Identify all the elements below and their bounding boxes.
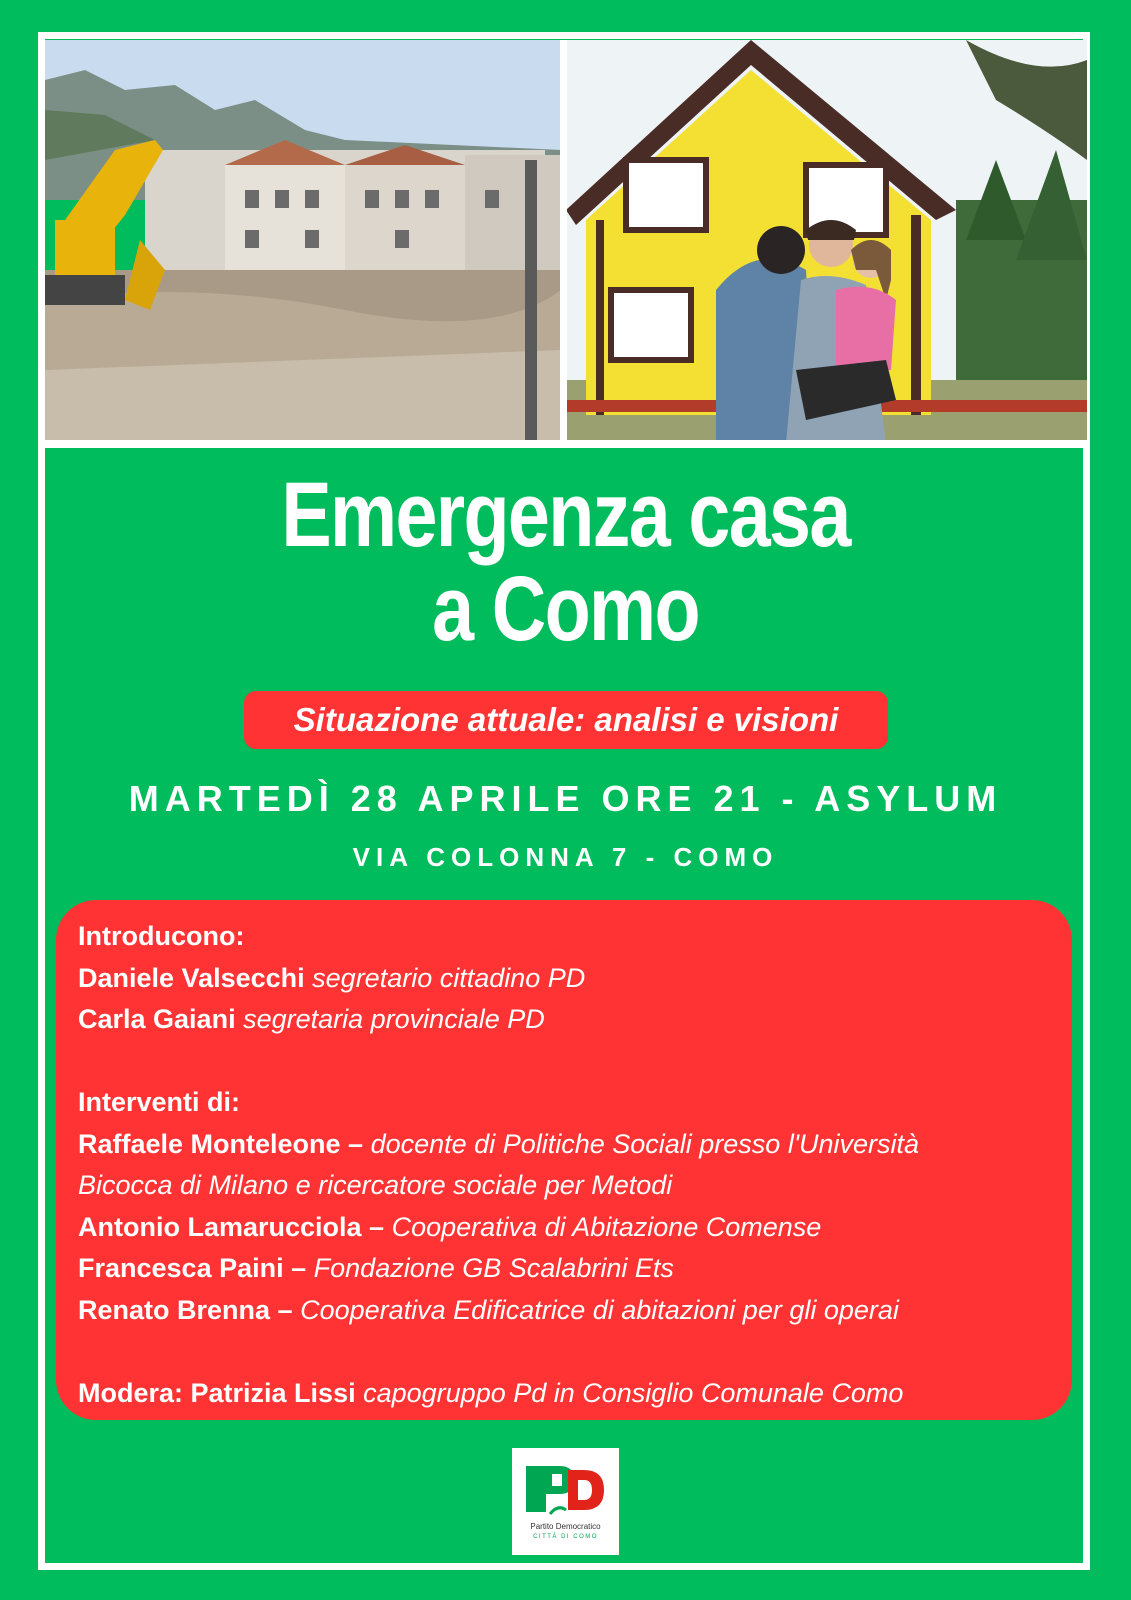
pd-logo — [512, 1448, 619, 1555]
event-date-time: MARTEDÌ 28 APRILE ORE 21 - ASYLUM — [128, 778, 1003, 819]
speaker-role: Cooperativa Edificatrice di abitazioni per gli operai — [300, 1294, 899, 1325]
speaker-name: Carla Gaiani — [78, 1004, 236, 1034]
speaker-name: Francesca Paini – — [78, 1253, 307, 1283]
event-venue: VIA COLONNA 7 - COMO — [352, 842, 779, 872]
speakers-panel — [56, 900, 1072, 1420]
subtitle-badge: Situazione attuale: analisi e visioni — [244, 691, 888, 749]
photo-divider-horizontal — [45, 440, 1087, 448]
speaker-name: Raffaele Monteleone – — [78, 1128, 364, 1159]
speaker-role: Cooperativa di Abitazione Comense — [391, 1211, 822, 1242]
talks-heading: Interventi di: — [78, 1087, 241, 1117]
construction-site-photo — [45, 40, 561, 443]
title-line-2: a Como — [432, 558, 699, 660]
logo-city: CITTÀ DI COMO — [533, 1534, 598, 1540]
poster-title — [102, 464, 1029, 660]
speaker-name: Daniele Valsecchi — [78, 962, 305, 993]
speaker-line — [78, 1124, 1050, 1166]
speaker-role-continued: Bicocca di Milano e ricercatore sociale per Metodi — [78, 1170, 673, 1200]
family-house-photo — [566, 40, 1087, 443]
speaker-line — [78, 999, 1050, 1041]
speaker-line — [78, 1290, 1050, 1332]
speaker-role: segretaria provinciale PD — [243, 1004, 545, 1034]
intro-heading: Introducono: — [78, 921, 245, 951]
speaker-role: docente di Politiche Sociali presso l'Università — [370, 1128, 920, 1159]
moderator-role: capogruppo Pd in Consiglio Comunale Como — [363, 1377, 904, 1408]
speaker-line — [78, 1207, 1050, 1249]
speaker-line — [78, 958, 1050, 1000]
speaker-name: Renato Brenna – — [78, 1294, 293, 1325]
moderator-name: Modera: Patrizia Lissi — [78, 1377, 356, 1408]
speaker-role: Fondazione GB Scalabrini Ets — [313, 1253, 674, 1283]
title-line-1: Emergenza casa — [281, 464, 850, 566]
speaker-role: segretario cittadino PD — [312, 962, 586, 993]
logo-party-name: Partito Democratico — [530, 1522, 601, 1531]
speaker-name: Antonio Lamarucciola – — [78, 1211, 385, 1242]
speaker-line — [78, 1248, 1050, 1290]
photo-divider-vertical — [560, 40, 567, 443]
moderator-line — [78, 1373, 1050, 1415]
